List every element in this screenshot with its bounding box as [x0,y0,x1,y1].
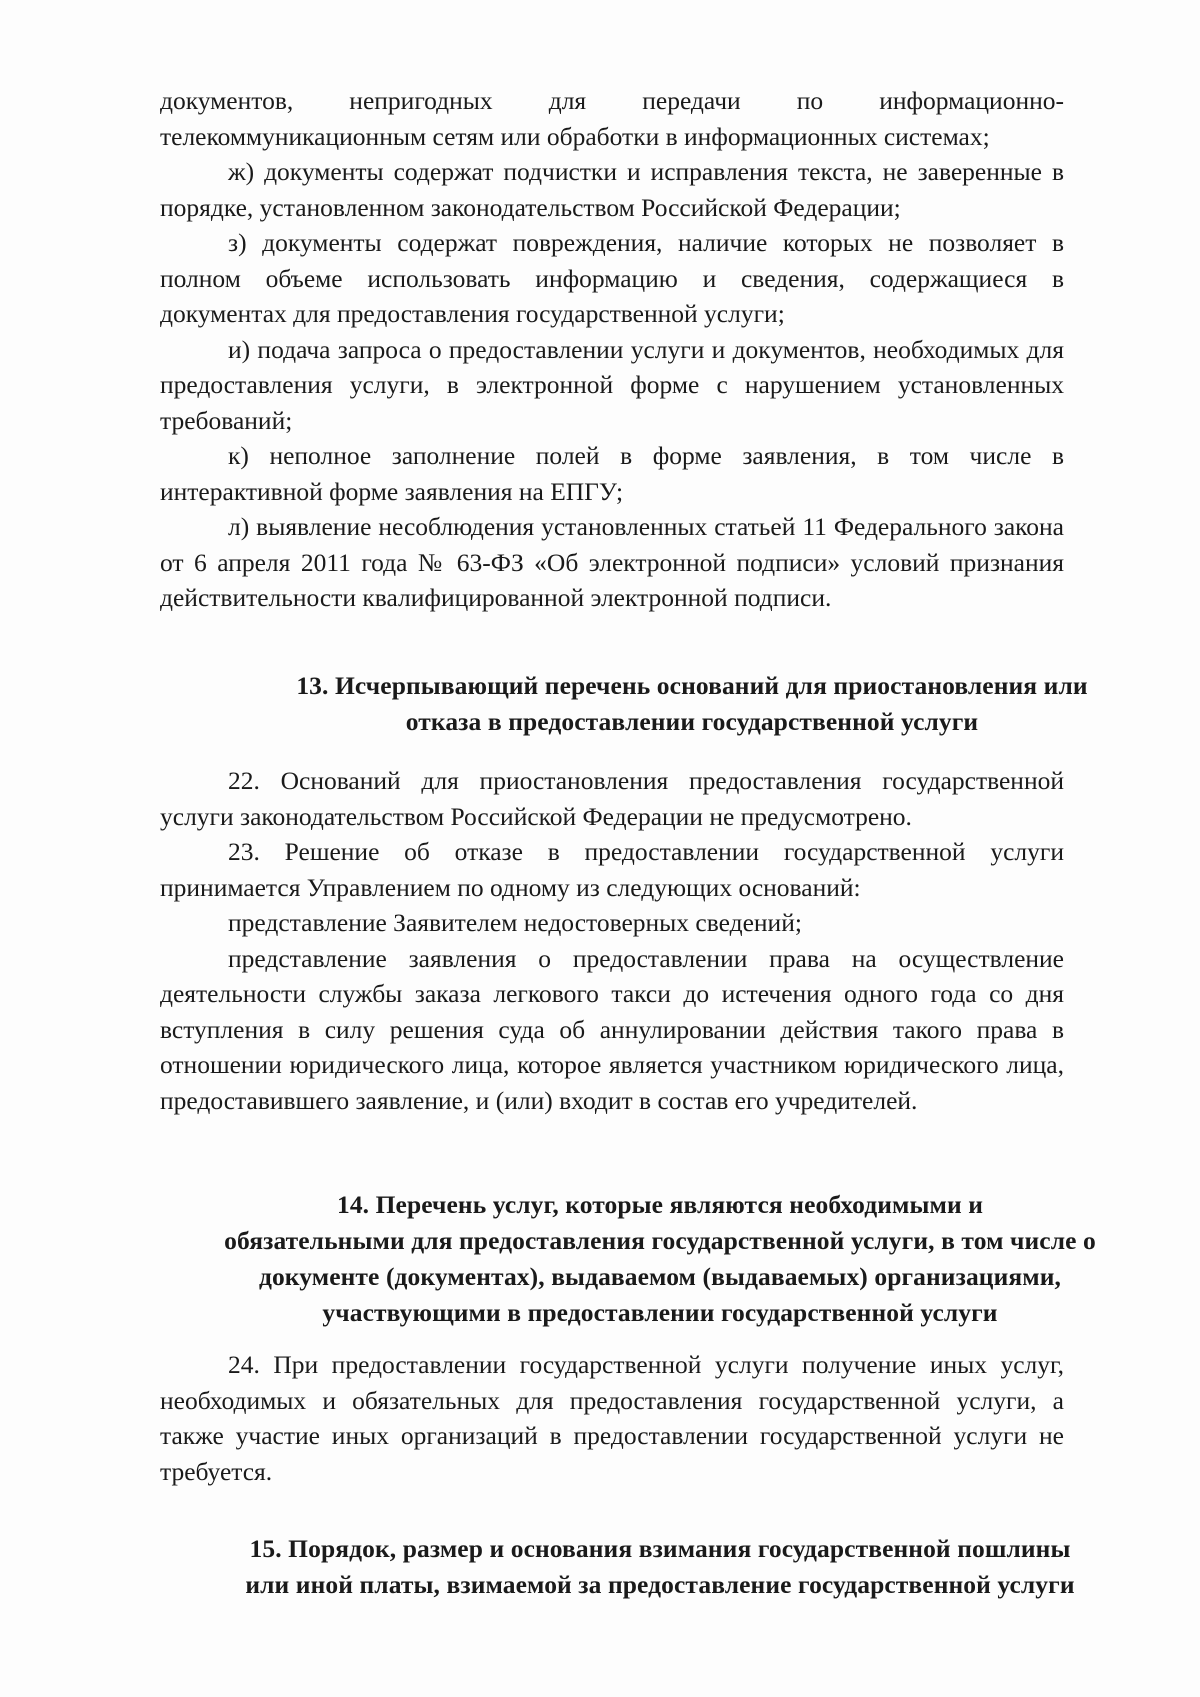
section-14-heading-line-1: 14. Перечень услуг, которые являются необходимыми и [336,1190,984,1219]
text-block-section-14 [160,1347,1064,1489]
section-15-heading-line-1: 15. Порядок, размер и основания взимания государственной пошлины [249,1534,1071,1563]
paragraph-item-l: л) выявление несоблюдения установленных статьей 11 Федерального закона от 6 апреля 2011 года № 63-ФЗ «Об электронной подписи» условий признания действительности квалифицированной электронной подписи. [160,512,1064,612]
section-15-heading-line-2: или иной платы, взимаемой за предоставление государственной услуги [245,1570,1075,1599]
section-14-heading-line-4: участвующими в предоставлении государственной услуги [322,1298,998,1327]
paragraph-22: 22. Оснований для приостановления предоставления государственной услуги законодательством Российской Федерации не предусмотрено. [160,766,1064,831]
section-14-heading-line-2: обязательными для предоставления государственной услуги, в том числе о [224,1226,1096,1255]
paragraph-item-zh: ж) документы содержат подчистки и исправления текста, не заверенные в порядке, установленном законодательством Российской Федерации; [160,157,1064,222]
section-14-heading-line-3: документе (документах), выдаваемом (выдаваемых) организациями, [258,1262,1062,1291]
section-15-heading [200,1531,1120,1603]
paragraph-item-i: и) подача запроса о предоставлении услуги и документов, необходимых для предоставления услуги, в электронной форме с нарушением установленных требований; [160,334,1064,435]
paragraph-documents-unfit: документов, непригодных для передачи по информационно-телекоммуникационным сетям или обработки в информационных системах; [160,86,1064,151]
paragraph-23-ground-2: представление заявления о предоставлении права на осуществление деятельности службы заказа легкового такси до истечения одного года со дня вступления в силу решения суда об аннулировании действия такого права в отношении юридического лица, которое является участником юридического лица, предоставившего заявление, и (или) входит в состав его учредителей. [160,943,1064,1115]
paragraph-23-ground-1: представление Заявителем недостоверных сведений; [228,908,802,937]
paragraph-item-k: к) неполное заполнение полей в форме заявления, в том числе в интерактивной форме заявления на ЕПГУ; [160,441,1064,506]
text-block-section-13 [160,763,1064,1118]
section-13-heading-line-1: 13. Исчерпывающий перечень оснований для приостановления или [296,671,1088,700]
text-block-grounds-continued [160,83,1064,616]
paragraph-23: 23. Решение об отказе в предоставлении государственной услуги принимается Управлением по одному из следующих оснований: [160,837,1064,902]
paragraph-24: 24. При предоставлении государственной услуги получение иных услуг, необходимых и обязательных для предоставления государственной услуги, а также участие иных организаций в предоставлении государственной услуги не требуется. [160,1350,1064,1486]
section-14-heading [160,1187,1160,1331]
section-13-heading [240,668,1144,740]
section-13-heading-line-2: отказа в предоставлении государственной услуги [405,707,979,736]
paragraph-item-z: з) документы содержат повреждения, наличие которых не позволяет в полном объеме использовать информацию и сведения, содержащиеся в документах для предоставления государственной услуги; [160,228,1064,328]
